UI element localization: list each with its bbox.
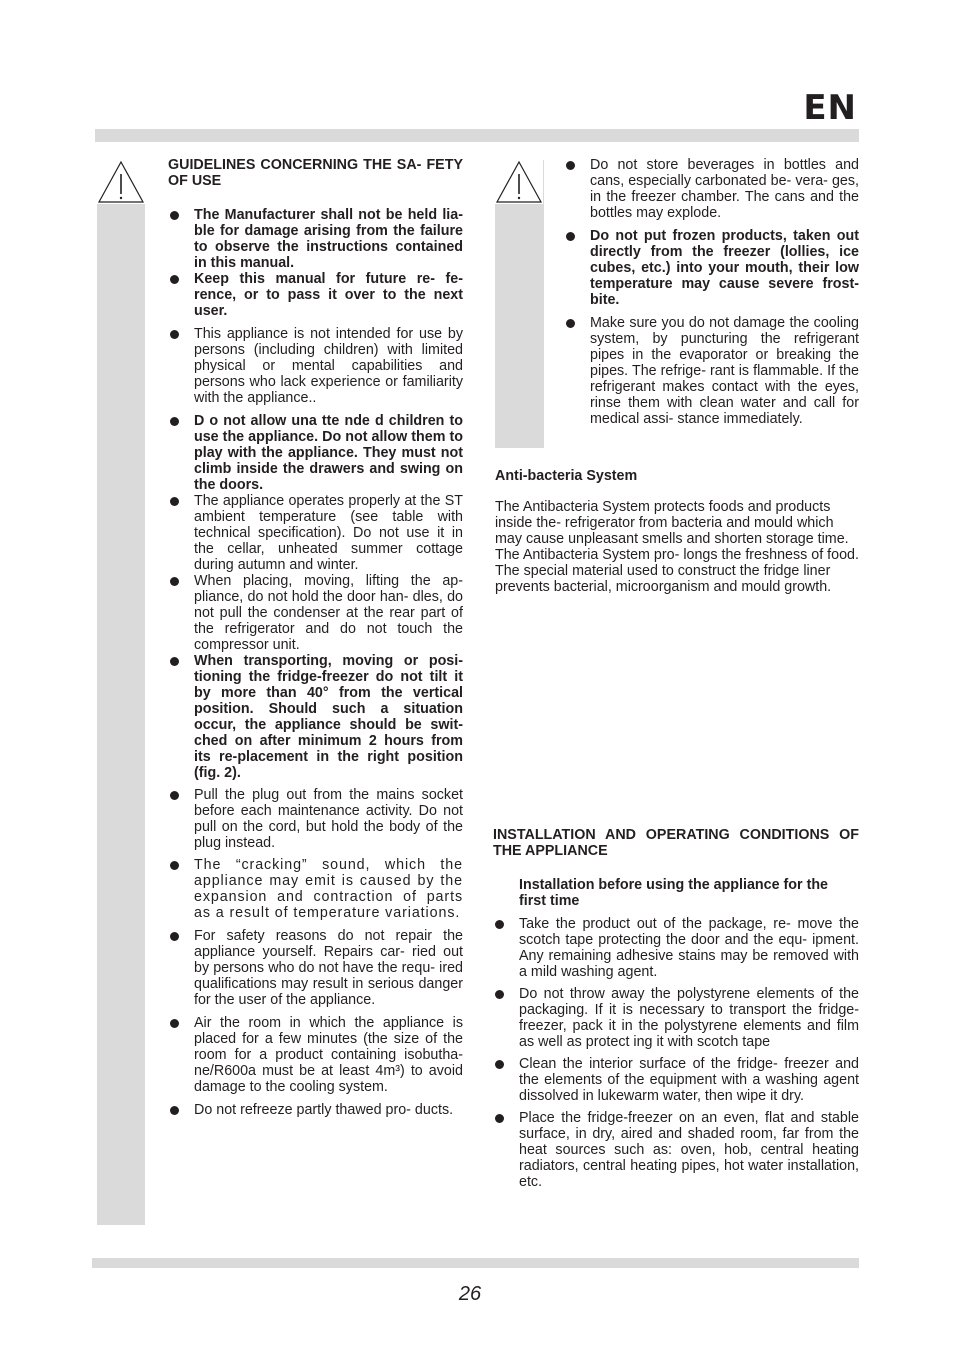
safety-list: [168, 207, 463, 1118]
warning-icon: [495, 160, 543, 204]
top-divider: [95, 129, 859, 142]
language-label: EN: [803, 88, 857, 128]
list-item: Clean the interior surface of the fridge- freezer and the elements of the equipment with a washing agent dissolved in lukewarm water, then wipe it dry.: [493, 1056, 859, 1104]
list-item: The Manufacturer shall not be held lia- ble for damage arising from the failure to observe the instructions contained in this manual.: [168, 207, 463, 271]
bottom-divider: [92, 1258, 859, 1268]
list-item: When placing, moving, lifting the ap- pliance, do not hold the door han- dles, do not pull the condenser at the rear part of the refrigerator and do not touch the compressor unit.: [168, 573, 463, 653]
left-column: [168, 157, 463, 1118]
list-item: Take the product out of the package, re- move the scotch tape protecting the door and the equ- ipment. Any remaining adhesive stains may be removed with a mild washing agent.: [493, 916, 859, 980]
list-item: Air the room in which the appliance is placed for a few minutes (the size of the room for a product containing isobutha- ne/R600a must be at least 4m³) to avoid damage to the cooling system.: [168, 1015, 463, 1095]
list-item: Do not throw away the polystyrene elements of the packaging. If it is necessary to transport the fridge-freezer, pack it in the polystyrene elements and film as well as protect ing it with scotch tape: [493, 986, 859, 1050]
antibacteria-heading: Anti-bacteria System: [495, 468, 638, 484]
list-item: For safety reasons do not repair the appliance yourself. Repairs car- ried out by persons who do not have the requ- ired qualifications may result in serious danger for the user of the appliance.: [168, 928, 463, 1008]
warning-list: [564, 157, 859, 427]
antibacteria-section: [495, 468, 861, 595]
warning-icon: [97, 160, 145, 204]
list-item: The “cracking” sound, which the appliance may emit is caused by the expansion and contraction of parts as a result of temperature variations.: [168, 857, 463, 921]
list-item: Place the fridge-freezer on an even, flat and stable surface, in dry, aired and shaded room, far from the heat sources such as: oven, hob, central heating radiators, central heating pipes, hot water installation, etc.: [493, 1110, 859, 1190]
list-item: Make sure you do not damage the cooling system, by puncturing the refrigerant pipes in the evaporator or breaking the pipes. The refrige- rant is flammable. If the refrigerant makes contact with the eyes, rinse them with clean water and call for medical assi- stance immediately.: [564, 315, 859, 427]
list-item: Do not store beverages in bottles and cans, especially carbonated be- vera- ges, in the freezer chamber. The cans and the bottles may explode.: [564, 157, 859, 221]
installation-heading: INSTALLATION AND OPERATING CONDITIONS OF THE APPLIANCE: [493, 827, 859, 859]
antibacteria-text: The Antibacteria System protects foods and products inside the- refrigerator from bacteria and mould which may cause unpleasant smells and shorten storage time. The Antibacteria System pro- longs the freshness of food. The special material used to construct the fridge liner prevents bacterial, microorganism and mould growth.: [495, 499, 859, 595]
list-item: The appliance operates properly at the ST ambient temperature (see table with technical specification). Do not use it in the cellar, unheated summer cottage during autumn and winter.: [168, 493, 463, 573]
list-item: Keep this manual for future re- fe- rence, or to pass it over to the next user.: [168, 271, 463, 319]
list-item: Pull the plug out from the mains socket before each maintenance activity. Do not pull on the cord, but hold the body of the plug instead.: [168, 787, 463, 851]
installation-section: [493, 827, 859, 1190]
right-column-warnings: [564, 157, 859, 427]
left-margin-bar: [97, 160, 145, 1225]
installation-list: [493, 916, 859, 1190]
installation-subheading: Installation before using the appliance for the first time: [519, 877, 829, 909]
list-item: When transporting, moving or posi- tioning the fridge-freezer do not tilt it by more than 40° from the vertical position. Should such a situation occur, the appliance should be swit- ched on after minimum 2 hours from its re-placement in the right position (fig. 2).: [168, 653, 463, 781]
list-item: This appliance is not intended for use by persons (including children) with limited physical or mental capabilities and persons who lack experience or familiarity with the appliance..: [168, 326, 463, 406]
list-item: Do not put frozen products, taken out directly from the freezer (lollies, ice cubes, etc.) into your mouth, their low temperature may cause severe frost-bite.: [564, 228, 859, 308]
page-number: 26: [458, 1283, 482, 1305]
list-item: D o not allow una tte nde d children to use the appliance. Do not allow them to play with the appliance. They must not climb inside the drawers and swing on the doors.: [168, 413, 463, 493]
safety-heading: GUIDELINES CONCERNING THE SA- FETY OF USE: [168, 157, 463, 189]
list-item: Do not refreeze partly thawed pro- ducts.: [168, 1102, 463, 1118]
